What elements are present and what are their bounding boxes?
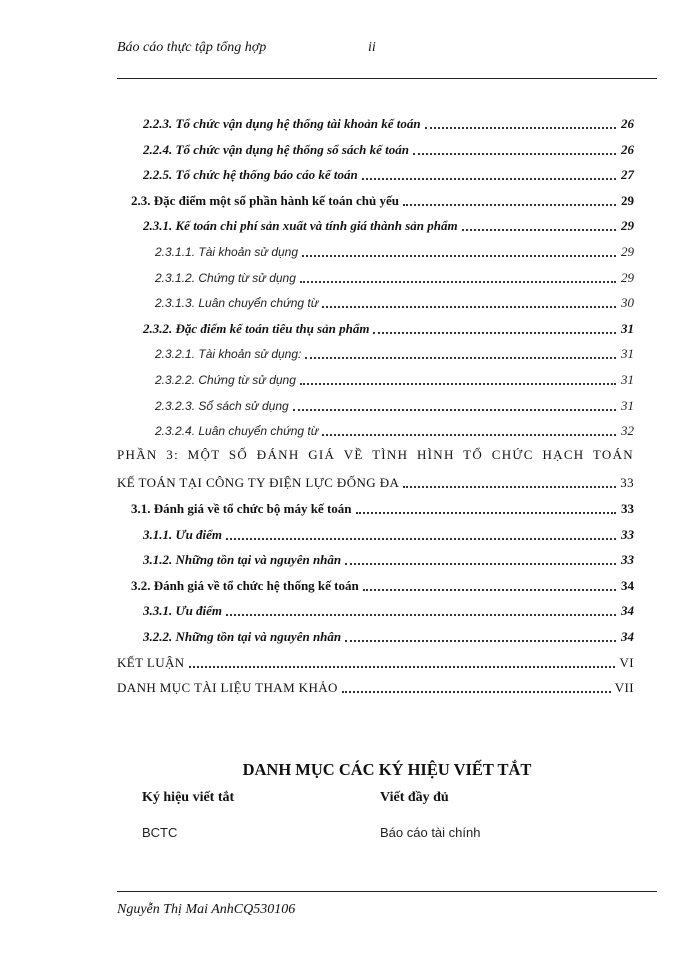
toc-leader-dots — [322, 304, 616, 308]
toc-leader-dots — [363, 587, 616, 591]
toc-entry-text: 3.1.2. Những tồn tại và nguyên nhân — [143, 552, 342, 568]
toc-leader-dots — [413, 151, 616, 155]
toc-entry-text: 2.3. Đặc điểm một số phần hành kế toán chủ yếu — [131, 192, 399, 208]
toc-entry[interactable] — [143, 162, 634, 184]
toc-leader-dots — [403, 484, 616, 488]
toc-entry[interactable] — [143, 522, 634, 544]
toc-entry-text: 3.2.2. Những tồn tại và nguyên nhân — [143, 629, 342, 644]
toc-entry[interactable] — [155, 367, 634, 389]
toc-entry-text: 3.3.1. Ưu điểm — [143, 603, 223, 619]
toc-leader-dots — [425, 125, 616, 129]
toc-entry[interactable] — [143, 137, 634, 159]
toc-entry-text: 3.1. Đánh giá về tổ chức bộ máy kế toán — [131, 501, 352, 516]
toc-entry-page: 26 — [621, 116, 634, 131]
toc-entry[interactable] — [131, 188, 634, 210]
toc-entry-page: 33 — [620, 475, 634, 491]
toc-entry[interactable] — [143, 624, 634, 646]
page-header — [117, 40, 657, 62]
toc-entry-text: DANH MỤC TÀI LIỆU THAM KHẢO — [117, 680, 338, 696]
toc-entry[interactable] — [155, 341, 634, 363]
header-title: Báo cáo thực tập tổng hợp — [117, 40, 267, 55]
toc-entry-text: 2.3.1.2. Chứng từ sử dụng — [155, 270, 296, 285]
toc-entry-page: 34 — [621, 629, 634, 644]
toc-entry-page: 31 — [621, 346, 634, 362]
toc-entry-page: 34 — [621, 577, 634, 593]
toc-entry-text: 3.2. Đánh giá về tổ chức hệ thống kế toán — [131, 577, 359, 593]
abbreviations-col2-header: Viết đầy đủ — [380, 790, 449, 805]
toc-entry[interactable] — [155, 393, 634, 415]
toc-entry-page: 31 — [621, 320, 634, 336]
toc-leader-dots — [403, 202, 616, 206]
toc-leader-dots — [226, 536, 616, 540]
toc-entry-page: 27 — [621, 167, 634, 183]
toc-leader-dots — [462, 227, 616, 231]
toc-entry-text: 2.2.3. Tổ chức vận dụng hệ thống tài khoản kế toán — [143, 116, 421, 131]
toc-entry-text: 2.3.2.4. Luân chuyển chứng từ — [155, 424, 319, 439]
toc-entry-text: 2.3.2. Đặc điểm kế toán tiêu thụ sản phẩm — [143, 320, 370, 336]
toc-entry-page: 33 — [621, 552, 634, 568]
toc-entry[interactable] — [155, 239, 634, 261]
toc-leader-dots — [322, 432, 616, 436]
toc-entry[interactable] — [143, 547, 634, 569]
toc-entry[interactable] — [131, 573, 634, 595]
toc-entry-page: 26 — [621, 141, 634, 157]
toc-leader-dots — [373, 330, 616, 334]
toc-entry-page: 33 — [621, 501, 634, 516]
footer-author: Nguyễn Thị Mai AnhCQ530106 — [117, 902, 296, 917]
toc-entry-text: 2.3.2.1. Tài khoản sử dụng: — [155, 347, 302, 362]
toc-leader-dots — [356, 510, 617, 514]
toc-leader-dots — [226, 612, 616, 616]
toc-entry[interactable] — [143, 316, 634, 338]
toc-entry-text: 2.3.2.3. Sổ sách sử dụng — [155, 398, 289, 413]
toc-entry[interactable] — [117, 675, 634, 697]
footer-rule — [117, 891, 657, 892]
toc-entry-text: KẾT LUẬN — [117, 654, 185, 670]
toc-entry-page: 31 — [621, 372, 634, 387]
toc-entry-text: KẾ TOÁN TẠI CÔNG TY ĐIỆN LỰC ĐỐNG ĐA — [117, 475, 400, 491]
toc-entry-page: 29 — [621, 269, 634, 285]
toc-leader-dots — [300, 381, 616, 385]
toc-entry[interactable] — [131, 496, 634, 518]
toc-entry-text: 2.2.5. Tổ chức hệ thống báo cáo kế toán — [143, 167, 358, 183]
toc-entry-text: 2.3.1.1. Tài khoản sử dụng — [155, 245, 299, 259]
toc-entry[interactable] — [143, 213, 634, 235]
toc-entry[interactable] — [117, 650, 634, 672]
toc-leader-dots — [293, 407, 616, 411]
toc-entry-page: 34 — [621, 603, 634, 619]
toc-entry-text: 2.2.4. Tổ chức vận dụng hệ thống sổ sách kế toán — [143, 141, 410, 157]
toc-entry-page: 29 — [621, 192, 634, 208]
toc-entry-page: 29 — [621, 244, 634, 259]
toc-entry-page: 32 — [621, 423, 634, 439]
toc-part3-heading-line1[interactable]: PHẦN 3: MỘT SỐ ĐÁNH GIÁ VỀ TÌNH HÌNH TỔ CHỨC HẠCH TOÁN — [117, 446, 634, 462]
toc-entry[interactable] — [143, 111, 634, 133]
toc-entry[interactable] — [155, 265, 634, 287]
toc-entry-page: 29 — [621, 218, 634, 234]
toc-entry-text: 2.3.1. Kế toán chi phí sản xuất và tính giá thành sản phẩm — [143, 218, 458, 234]
abbreviation-code: BCTC — [142, 825, 178, 840]
toc-entry-page: VI — [619, 654, 634, 670]
toc-entry-text: 3.1.1. Ưu điểm — [143, 526, 223, 542]
toc-leader-dots — [342, 689, 611, 693]
toc-leader-dots — [345, 561, 616, 565]
toc-entry[interactable] — [143, 598, 634, 620]
toc-entry[interactable] — [155, 418, 634, 440]
toc-entry-text: 2.3.1.3. Luân chuyển chứng từ — [155, 296, 319, 311]
toc-leader-dots — [305, 355, 616, 359]
abbreviation-full: Báo cáo tài chính — [380, 825, 481, 840]
toc-entry-text: 2.3.2.2. Chứng từ sử dụng — [155, 373, 296, 387]
toc-entry-page: 31 — [621, 397, 634, 413]
toc-leader-dots — [300, 279, 616, 283]
toc-part3-heading-line2[interactable] — [117, 470, 634, 492]
toc-entry-page: VII — [614, 680, 634, 696]
header-rule — [117, 78, 657, 79]
toc-leader-dots — [189, 664, 616, 668]
toc-entry-page: 33 — [621, 526, 634, 542]
toc-entry-page: 30 — [621, 295, 634, 311]
toc-leader-dots — [302, 253, 616, 257]
toc-entry[interactable] — [155, 290, 634, 312]
toc-leader-dots — [345, 638, 616, 642]
toc-leader-dots — [362, 176, 616, 180]
abbreviations-title: DANH MỤC CÁC KÝ HIỆU VIẾT TẮT — [242, 760, 532, 779]
abbreviations-col1-header: Ký hiệu viết tắt — [142, 790, 235, 805]
header-page-number: ii — [368, 40, 376, 55]
